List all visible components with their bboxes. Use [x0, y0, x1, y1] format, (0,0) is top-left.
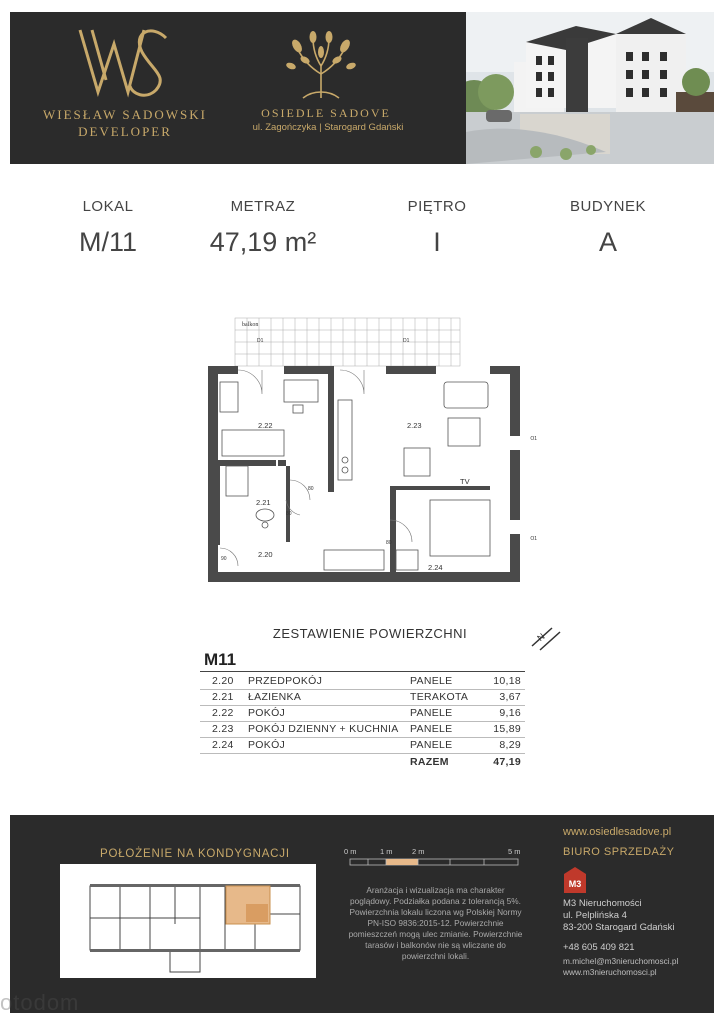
budynek-value: A — [598, 227, 617, 257]
lokal-value: M/11 — [78, 227, 138, 257]
row-divider — [200, 689, 525, 690]
table-row: 2.21 ŁAZIENKA TERAKOTA 3,67 — [212, 691, 521, 703]
room-label-2.24: 2.24 — [428, 563, 443, 572]
info-metraz — [183, 198, 343, 258]
info-pietro — [357, 198, 517, 258]
phone-number[interactable]: +48 605 409 821 — [563, 942, 635, 953]
room-label-2.22: 2.22 — [258, 421, 273, 430]
website-link[interactable]: www.osiedlesadove.pl — [563, 826, 672, 838]
room-label-2.23: 2.23 — [407, 421, 422, 430]
row-divider — [200, 721, 525, 722]
estate-address: ul. Zagończyka | Starogard Gdański — [252, 122, 404, 133]
metraz-value: 47,19 m² — [209, 227, 317, 257]
row-divider — [200, 737, 525, 738]
door-label-left: D1 — [257, 338, 264, 344]
door-width-2: 80 — [286, 511, 292, 517]
room-label-2.21: 2.21 — [256, 498, 271, 507]
info-lokal — [28, 198, 188, 258]
lokal-label: LOKAL — [82, 198, 134, 215]
room-label-2.20: 2.20 — [258, 550, 273, 559]
total-label: RAZEM — [410, 756, 449, 768]
table-total-row — [200, 756, 525, 772]
door-width-1: 80 — [308, 486, 314, 492]
ws-monogram-logo — [72, 22, 172, 100]
sales-office-title: BIURO SPRZEDAŻY — [563, 846, 675, 858]
tree-logo-icon — [283, 30, 359, 100]
company-street: ul. Pelplińska 4 — [563, 910, 627, 921]
floor-plan — [190, 310, 540, 590]
door-label-right: D1 — [403, 338, 410, 344]
email-link[interactable]: m.michel@m3nieruchomosci.pl — [563, 956, 679, 966]
row-divider — [200, 705, 525, 706]
table-row: 2.23 POKÓJ DZIENNY + KUCHNIA PANELE 15,89 — [212, 723, 521, 735]
budynek-label: BUDYNEK — [569, 198, 647, 215]
company-city: 83-200 Starogard Gdański — [563, 922, 675, 933]
m3-website-link[interactable]: www.m3nieruchomosci.pl — [563, 967, 657, 977]
developer-name: WIESŁAW SADOWSKI DEVELOPER — [43, 107, 207, 139]
company-name: M3 Nieruchomości — [563, 898, 642, 909]
table-row: 2.22 POKÓJ PANELE 9,16 — [212, 707, 521, 719]
compass-icon — [530, 624, 562, 654]
disclaimer-text: Aranżacja i wizualizacja ma charakter poglądowy. Podziałka podana z tolerancją 5%. Powierzchnia lokalu liczona wg Polskiej Normy PN-ISO 9836:2015-12. Powierzchnie pomieszczeń mogą ulec zmianie. Powierzchnie tarasów i balkonów nie są wliczane do powierzchni lokali. — [348, 885, 523, 961]
m3-logo-text: M3 — [568, 879, 582, 889]
row-divider — [200, 753, 525, 754]
scale-bar — [340, 845, 530, 870]
scale-label-0: 0 m — [344, 847, 357, 856]
scale-label-2: 2 m — [412, 847, 425, 856]
tv-label: TV — [460, 477, 470, 486]
scale-label-5: 5 m — [508, 847, 521, 856]
window-label-1: O1 — [530, 436, 537, 442]
scale-label-1: 1 m — [380, 847, 393, 856]
furniture — [220, 380, 490, 570]
door-swings — [220, 370, 412, 566]
watermark-text: otodom — [0, 990, 80, 1015]
location-title: POŁOŻENIE NA KONDYGNACJI — [100, 848, 290, 860]
m3-logo-icon — [563, 866, 587, 894]
pietro-label: PIĘTRO — [407, 198, 467, 215]
info-budynek — [528, 198, 688, 258]
floor-location-map — [60, 864, 316, 978]
door-width-4: 90 — [221, 556, 227, 562]
unit-label: M11 — [204, 650, 237, 669]
walls — [208, 366, 520, 582]
building-photo — [466, 12, 714, 164]
table-row: 2.20 PRZEDPOKÓJ PANELE 10,18 — [212, 675, 521, 687]
summary-title: ZESTAWIENIE POWIERZCHNI — [272, 626, 468, 641]
metraz-label: METRAZ — [230, 198, 296, 215]
door-width-3: 80 — [386, 540, 392, 546]
compass-label: N — [535, 631, 547, 644]
balcony-label: balkon — [242, 322, 259, 328]
pietro-value: I — [433, 227, 441, 257]
table-row: 2.24 POKÓJ PANELE 8,29 — [212, 739, 521, 751]
window-label-2: O1 — [530, 536, 537, 542]
unit-divider — [200, 671, 525, 672]
estate-name: OSIEDLE SADOVE — [261, 106, 391, 120]
balcony — [235, 318, 460, 366]
total-value: 47,19 — [493, 756, 521, 768]
